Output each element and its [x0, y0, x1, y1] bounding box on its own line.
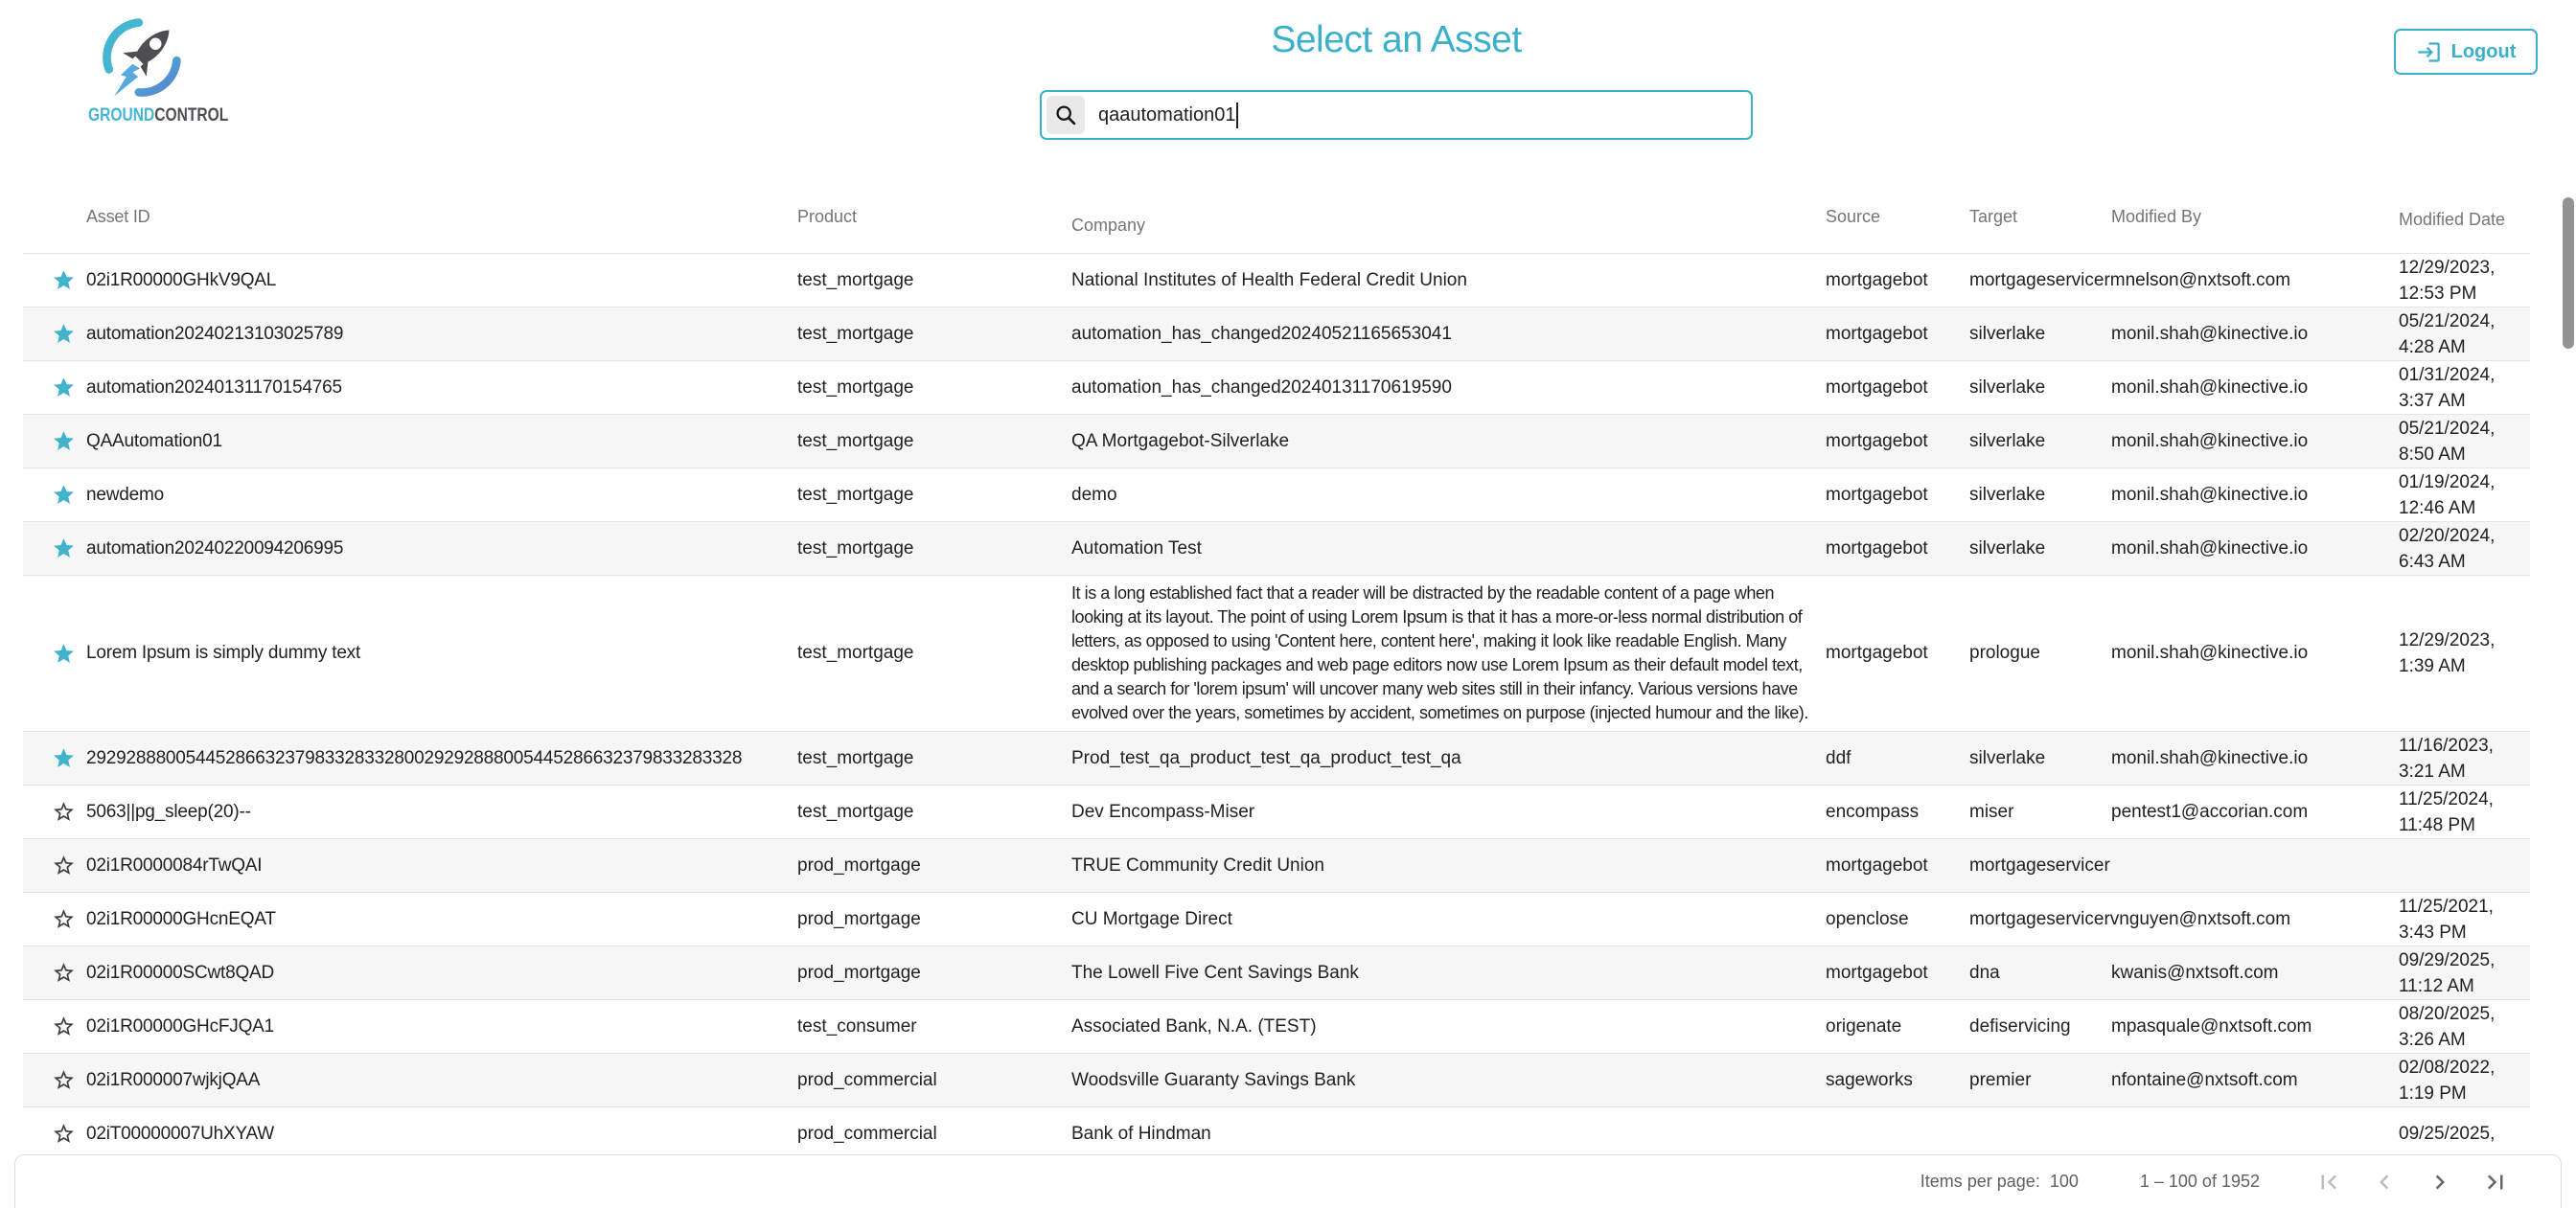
table-row[interactable]	[23, 361, 2530, 415]
modified-date-cell: 09/29/2025, 11:12 AM	[2399, 949, 2496, 996]
asset-id-cell: 02i1R000007wjkjQAA	[86, 1069, 261, 1090]
target-cell: defiservicing	[1969, 1015, 2071, 1037]
modified-by-cell: monil.shah@kinective.io	[2111, 376, 2309, 398]
search-value: qaautomation01	[1098, 103, 1236, 125]
asset-id-cell: 292928880054452866323798332833280029292888005445286632379833283328	[86, 747, 743, 768]
asset-id-cell: 02iT00000007UhXYAW	[86, 1123, 275, 1144]
target-cell: silverlake	[1969, 484, 2046, 505]
company-cell: The Lowell Five Cent Savings Bank	[1071, 962, 1359, 983]
target-cell: silverlake	[1969, 537, 2046, 558]
modified-by-cell: monil.shah@kinective.io	[2111, 484, 2309, 505]
table-row[interactable]	[23, 1000, 2530, 1054]
table-row[interactable]	[23, 732, 2530, 786]
star-filled-icon[interactable]	[52, 376, 76, 399]
product-cell: prod_commercial	[797, 1069, 937, 1090]
table-row[interactable]	[23, 946, 2530, 1000]
star-outline-icon[interactable]	[52, 800, 76, 824]
asset-search-input[interactable]	[1040, 90, 1753, 140]
page-range-label: 1 – 100 of 1952	[2139, 1172, 2260, 1191]
star-filled-icon[interactable]	[52, 746, 76, 770]
company-cell: Woodsville Guaranty Savings Bank	[1071, 1069, 1356, 1090]
company-cell: Prod_test_qa_product_test_qa_product_test_qa	[1071, 747, 1461, 768]
star-outline-icon[interactable]	[52, 854, 76, 878]
source-cell: mortgagebot	[1826, 430, 1928, 451]
next-page-button[interactable]	[2425, 1167, 2455, 1197]
target-cell: dna	[1969, 962, 2000, 983]
modified-by-cell: nfontaine@nxtsoft.com	[2111, 1069, 2298, 1090]
table-header-row	[23, 192, 2530, 254]
modified-by-cell: monil.shah@kinective.io	[2111, 643, 2309, 663]
source-cell: mortgagebot	[1826, 323, 1928, 344]
modified-by-cell: monil.shah@kinective.io	[2111, 537, 2309, 558]
header-modified-by: Modified By	[2111, 207, 2202, 226]
first-page-icon	[2314, 1168, 2343, 1197]
modified-by-cell: pentest1@accorian.com	[2111, 801, 2309, 822]
asset-id-cell: Lorem Ipsum is simply dummy text	[86, 643, 361, 663]
company-cell: National Institutes of Health Federal Credit Union	[1071, 269, 1467, 290]
target-cell: miser	[1969, 801, 2014, 822]
company-cell: Associated Bank, N.A. (TEST)	[1071, 1015, 1317, 1037]
asset-id-cell: automation20240220094206995	[86, 537, 344, 558]
product-cell: test_mortgage	[797, 643, 914, 663]
source-cell: mortgagebot	[1826, 962, 1928, 983]
asset-id-cell: 02i1R00000GHcFJQA1	[86, 1015, 275, 1037]
product-cell: test_mortgage	[797, 537, 914, 558]
target-cell: premier	[1969, 1069, 2032, 1090]
source-cell: mortgagebot	[1826, 537, 1928, 558]
product-cell: test_mortgage	[797, 376, 914, 398]
source-cell: ddf	[1826, 747, 1852, 768]
table-row[interactable]	[23, 1054, 2530, 1107]
star-outline-icon[interactable]	[52, 1068, 76, 1092]
product-cell: prod_mortgage	[797, 855, 921, 876]
asset-id-cell: 02i1R00000GHcnEQAT	[86, 908, 276, 929]
company-cell: Dev Encompass-Miser	[1071, 801, 1255, 822]
product-cell: prod_mortgage	[797, 908, 921, 929]
vertical-scrollbar-thumb[interactable]	[2563, 197, 2574, 349]
asset-id-cell: newdemo	[86, 484, 164, 505]
product-cell: test_mortgage	[797, 269, 914, 290]
page-title: Select an Asset	[1271, 19, 1522, 60]
header-product: Product	[797, 207, 858, 226]
asset-id-cell: automation20240213103025789	[86, 323, 344, 344]
table-row[interactable]	[23, 839, 2530, 893]
text-cursor	[1236, 103, 1238, 128]
product-cell: test_mortgage	[797, 747, 914, 768]
table-row[interactable]	[23, 522, 2530, 576]
logout-button[interactable]	[2394, 29, 2538, 75]
first-page-button[interactable]	[2313, 1167, 2344, 1197]
modified-date-cell: 08/20/2025, 3:26 AM	[2399, 1003, 2496, 1050]
company-cell: Bank of Hindman	[1071, 1123, 1211, 1144]
star-filled-icon[interactable]	[52, 642, 76, 666]
asset-id-cell: 02i1R0000084rTwQAI	[86, 855, 263, 876]
company-cell: Automation Test	[1071, 537, 1202, 558]
product-cell: test_mortgage	[797, 430, 914, 451]
paginator	[14, 1154, 2562, 1208]
product-cell: prod_mortgage	[797, 962, 921, 983]
table-row[interactable]	[23, 468, 2530, 522]
brand-name: GROUNDCONTROL	[88, 105, 229, 125]
header-star-spacer	[52, 207, 86, 253]
modified-date-cell: 05/21/2024, 4:28 AM	[2399, 310, 2496, 357]
company-cell: QA Mortgagebot-Silverlake	[1071, 430, 1290, 451]
star-filled-icon[interactable]	[52, 536, 76, 560]
header-asset-id: Asset ID	[86, 207, 150, 226]
company-cell: demo	[1071, 484, 1117, 505]
company-cell: CU Mortgage Direct	[1071, 908, 1232, 929]
last-page-icon	[2481, 1168, 2510, 1197]
logout-label: Logout	[2450, 40, 2517, 62]
items-per-page-label: Items per page:	[1920, 1172, 2040, 1191]
header-company: Company	[1071, 216, 1146, 235]
table-row[interactable]	[23, 576, 2530, 732]
table-row[interactable]	[23, 893, 2530, 946]
asset-id-cell: 02i1R00000SCwt8QAD	[86, 962, 275, 983]
product-cell: test_mortgage	[797, 801, 914, 822]
last-page-button[interactable]	[2480, 1167, 2511, 1197]
target-cell: silverlake	[1969, 376, 2046, 398]
target-cell: mortgageservicer	[1969, 855, 2110, 876]
target-cell: silverlake	[1969, 430, 2046, 451]
target-cell: silverlake	[1969, 323, 2046, 344]
asset-id-cell: 02i1R00000GHkV9QAL	[86, 269, 277, 290]
asset-table	[23, 192, 2530, 1161]
modified-by-cell: monil.shah@kinective.io	[2111, 747, 2309, 768]
target-cell: prologue	[1969, 643, 2040, 663]
modified-date-cell: 01/31/2024, 3:37 AM	[2399, 364, 2496, 411]
chevron-left-icon	[2370, 1168, 2399, 1197]
modified-date-cell: 12/29/2023, 12:53 PM	[2399, 257, 2496, 304]
product-cell: test_mortgage	[797, 484, 914, 505]
modified-date-cell: 02/08/2022, 1:19 PM	[2399, 1057, 2496, 1104]
modified-date-cell: 11/25/2024, 11:48 PM	[2399, 788, 2494, 835]
header-source: Source	[1826, 207, 1881, 226]
star-filled-icon[interactable]	[52, 322, 76, 346]
table-row[interactable]	[23, 308, 2530, 361]
company-cell: TRUE Community Credit Union	[1071, 855, 1324, 876]
target-cell: mortgageservicermnelson@nxtsoft.com	[1969, 269, 2291, 290]
star-filled-icon[interactable]	[52, 429, 76, 453]
product-cell: test_mortgage	[797, 323, 914, 344]
source-cell: mortgagebot	[1826, 269, 1928, 290]
source-cell: openclose	[1826, 908, 1909, 929]
company-cell: It is a long established fact that a reader will be distracted by the readable content of a page when looking at its layout. The point of using Lorem Ipsum is that it has a more-or-less normal distribution of letters, as opposed to using 'Content here, content here', making it look like readable English. Many desktop publishing packages and web page editors now use Lorem Ipsum as their default model text, and a search for 'lorem ipsum' will uncover many web sites still in their infancy. Various versions have evolved over the years, sometimes by accident, sometimes on purpose (injected humour and the like).	[1071, 583, 1808, 722]
source-cell: mortgagebot	[1826, 643, 1928, 663]
modified-date-cell: 09/25/2025,	[2399, 1124, 2496, 1144]
asset-id-cell: automation20240131170154765	[86, 376, 342, 398]
header-modified-date: Modified Date	[2399, 210, 2506, 229]
modified-by-cell: mpasquale@nxtsoft.com	[2111, 1015, 2312, 1037]
source-cell: mortgagebot	[1826, 376, 1928, 398]
source-cell: encompass	[1826, 801, 1920, 822]
app-logo	[88, 11, 232, 126]
star-filled-icon[interactable]	[52, 268, 76, 292]
source-cell: mortgagebot	[1826, 484, 1928, 505]
modified-by-cell: monil.shah@kinective.io	[2111, 430, 2309, 451]
table-body	[23, 254, 2530, 1161]
star-outline-icon[interactable]	[52, 961, 76, 985]
star-outline-icon[interactable]	[52, 907, 76, 931]
source-cell: sageworks	[1826, 1069, 1913, 1090]
star-filled-icon[interactable]	[52, 483, 76, 507]
header-target: Target	[1969, 207, 2018, 226]
table-row[interactable]	[23, 1107, 2530, 1161]
rocket-logo-icon	[96, 11, 188, 103]
modified-by-cell: monil.shah@kinective.io	[2111, 323, 2309, 344]
table-row[interactable]	[23, 415, 2530, 468]
modified-by-cell: kwanis@nxtsoft.com	[2111, 962, 2279, 983]
source-cell: origenate	[1826, 1015, 1902, 1037]
company-cell: automation_has_changed20240521165653041	[1071, 323, 1452, 344]
modified-date-cell: 12/29/2023, 1:39 AM	[2399, 630, 2496, 676]
previous-page-button[interactable]	[2369, 1167, 2400, 1197]
table-row[interactable]	[23, 786, 2530, 839]
asset-id-cell: 5063||pg_sleep(20)--	[86, 801, 251, 822]
table-row[interactable]	[23, 254, 2530, 308]
source-cell: mortgagebot	[1826, 855, 1928, 876]
modified-date-cell: 01/19/2024, 12:46 AM	[2399, 471, 2496, 518]
product-cell: test_consumer	[797, 1015, 917, 1037]
modified-date-cell: 11/25/2021, 3:43 PM	[2399, 896, 2494, 943]
modified-date-cell: 05/21/2024, 8:50 AM	[2399, 418, 2496, 465]
star-outline-icon[interactable]	[52, 1014, 76, 1038]
company-cell: automation_has_changed20240131170619590	[1071, 376, 1452, 398]
chevron-right-icon	[2426, 1168, 2454, 1197]
modified-date-cell: 11/16/2023, 3:21 AM	[2399, 735, 2494, 782]
product-cell: prod_commercial	[797, 1123, 937, 1144]
target-cell: silverlake	[1969, 747, 2046, 768]
search-icon	[1046, 96, 1085, 134]
items-per-page-value[interactable]: 100	[2049, 1172, 2079, 1191]
logout-icon	[2416, 39, 2442, 65]
target-cell: mortgageservicervnguyen@nxtsoft.com	[1969, 908, 2291, 929]
asset-id-cell: QAAutomation01	[86, 430, 222, 451]
star-outline-icon[interactable]	[52, 1122, 76, 1146]
modified-date-cell: 02/20/2024, 6:43 AM	[2399, 525, 2496, 572]
